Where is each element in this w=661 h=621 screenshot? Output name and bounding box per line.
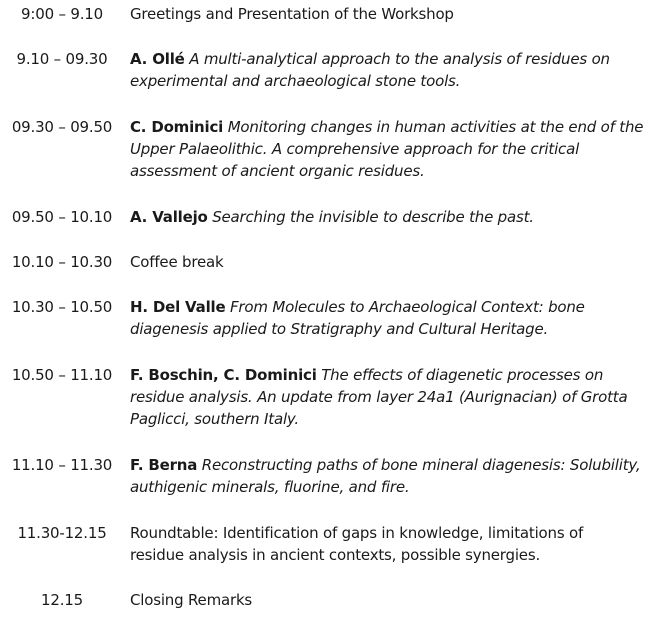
time-slot: 09.50 – 10.10 [11, 208, 113, 226]
time-slot: 10.30 – 10.50 [11, 298, 113, 316]
session-text [130, 206, 658, 228]
time-slot: 9.10 – 09.30 [16, 50, 108, 68]
session-text [130, 522, 658, 566]
talk-title-cont: Paglicci, southern Italy. [130, 410, 299, 428]
session-line-first [130, 364, 658, 386]
talk-title-cont: experimental and archaeological stone tools. [130, 72, 461, 90]
session-line-first [130, 454, 658, 476]
session-text [130, 589, 658, 611]
time-slot: 11.10 – 11.30 [11, 456, 113, 474]
talk-title-cont: Upper Palaeolithic. A comprehensive approach for the critical [130, 140, 580, 158]
session-line: Greetings and Presentation of the Workshop [130, 5, 454, 23]
talk-title: From Molecules to Archaeological Context: bone [225, 298, 585, 316]
session-line: Coffee break [130, 253, 224, 271]
session-text [130, 3, 658, 25]
talk-title: Reconstructing paths of bone mineral diagenesis: Solubility, [197, 456, 641, 474]
session-line-first [130, 296, 658, 318]
session-line-first [130, 206, 658, 228]
speaker-name: C. Dominici [130, 118, 224, 136]
talk-title-cont: assessment of ancient organic residues. [130, 162, 425, 180]
speaker-name: A. Vallejo [130, 208, 208, 226]
session-line: Roundtable: Identification of gaps in knowledge, limitations of [130, 524, 584, 542]
session-text [130, 116, 658, 182]
speaker-name: H. Del Valle [130, 298, 226, 316]
session-line: Closing Remarks [130, 591, 253, 609]
session-line: residue analysis in ancient contexts, possible synergies. [130, 546, 541, 564]
speaker-name: F. Berna [130, 456, 198, 474]
time-slot: 10.50 – 11.10 [11, 366, 113, 384]
time-slot: 10.10 – 10.30 [11, 253, 113, 271]
talk-title-cont: residue analysis. An update from layer 24a1 (Aurignacian) of Grotta [130, 388, 628, 406]
session-text [130, 48, 658, 92]
talk-title: A multi-analytical approach to the analysis of residues on [184, 50, 610, 68]
talk-title-cont: diagenesis applied to Stratigraphy and Cultural Heritage. [130, 320, 549, 338]
time-slot: 9:00 – 9.10 [21, 5, 103, 23]
session-text [130, 251, 658, 273]
time-slot: 09.30 – 09.50 [11, 118, 113, 136]
talk-title: The effects of diagenetic processes on [316, 366, 604, 384]
time-slot: 12.15 [41, 591, 83, 609]
talk-title-cont: authigenic minerals, fluorine, and fire. [130, 478, 410, 496]
talk-title: Monitoring changes in human activities at the end of the [223, 118, 644, 136]
session-line-first [130, 48, 658, 70]
speaker-name: F. Boschin, C. Dominici [130, 366, 317, 384]
session-text [130, 296, 658, 340]
time-slot: 11.30-12.15 [17, 524, 107, 542]
speaker-name: A. Ollé [130, 50, 185, 68]
talk-title: Searching the invisible to describe the past. [207, 208, 534, 226]
session-text [130, 454, 658, 498]
session-line-first [130, 116, 658, 138]
session-text [130, 364, 658, 430]
